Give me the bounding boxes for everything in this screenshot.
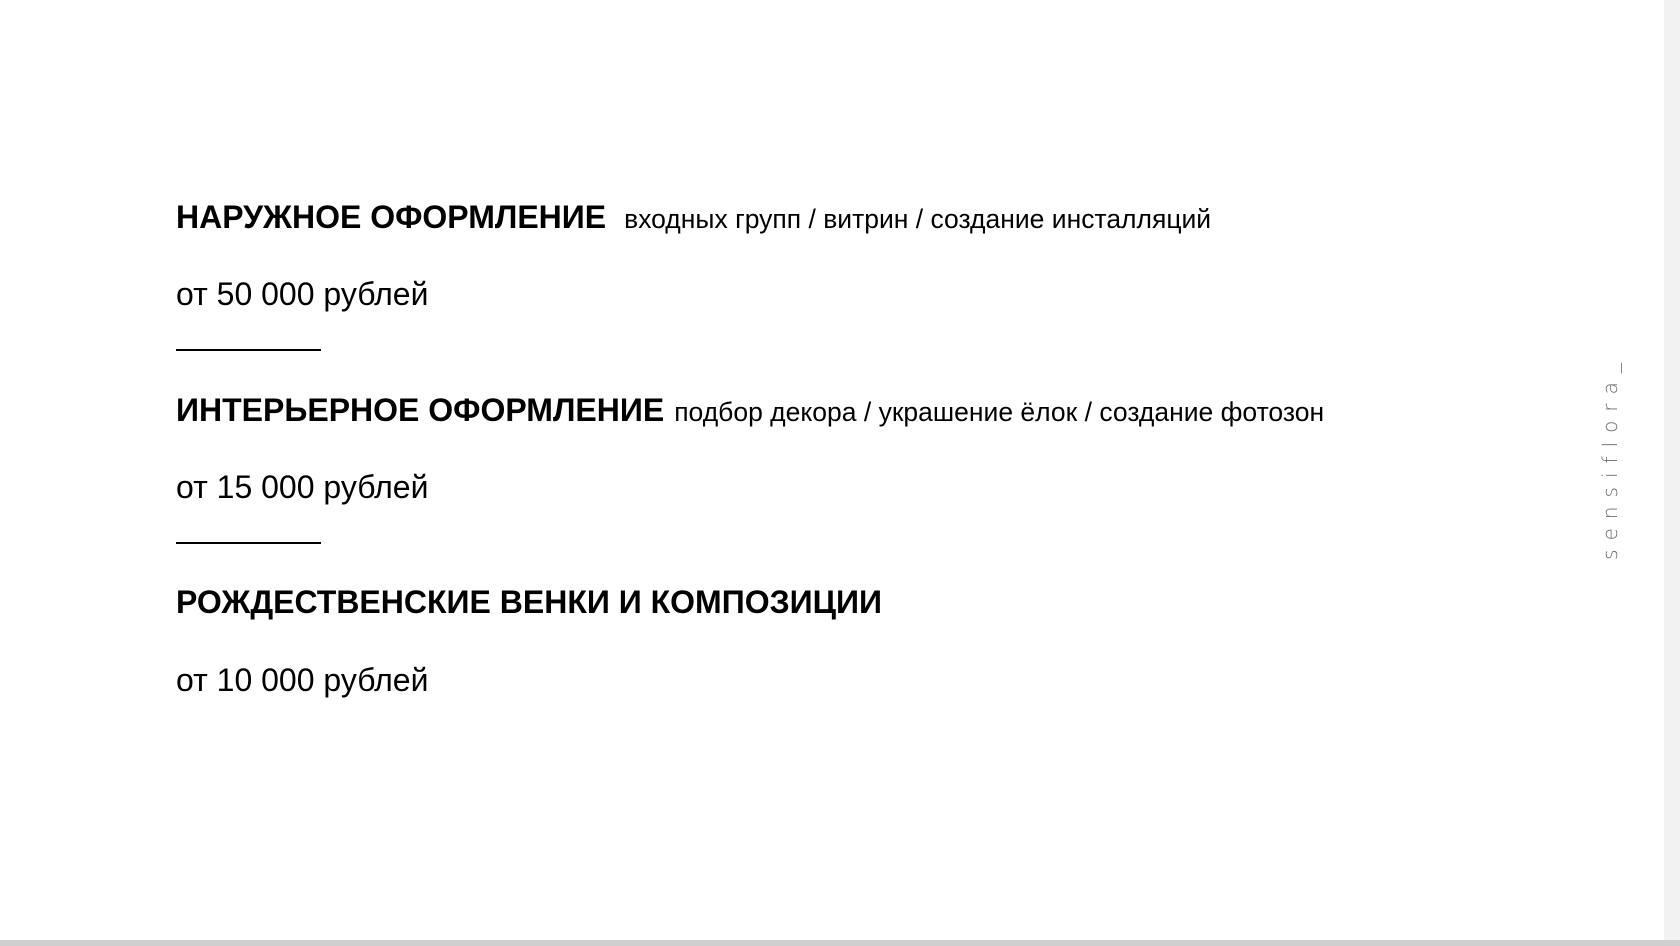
brand-wordmark: sensiflora_ <box>1598 354 1622 560</box>
service-price: от 15 000 рублей <box>176 469 429 505</box>
service-price: от 50 000 рублей <box>176 276 429 312</box>
service-name: РОЖДЕСТВЕНСКИЕ ВЕНКИ И КОМПОЗИЦИИ <box>176 584 883 620</box>
divider <box>176 542 321 544</box>
service-name: ИНТЕРЬЕРНОЕ ОФОРМЛЕНИЕ <box>176 392 665 428</box>
service-price: от 10 000 рублей <box>176 662 429 698</box>
service-title-interior <box>176 394 1324 426</box>
service-details: входных групп / витрин / создание инсталляций <box>624 204 1212 234</box>
window-edge-bottom <box>0 940 1680 946</box>
service-title-exterior <box>176 201 1211 233</box>
service-name: НАРУЖНОЕ ОФОРМЛЕНИЕ <box>176 199 607 235</box>
service-details: подбор декора / украшение ёлок / создание фотозон <box>674 397 1325 427</box>
window-edge <box>1664 0 1680 946</box>
divider <box>176 349 321 351</box>
service-title-wreaths <box>176 586 882 618</box>
